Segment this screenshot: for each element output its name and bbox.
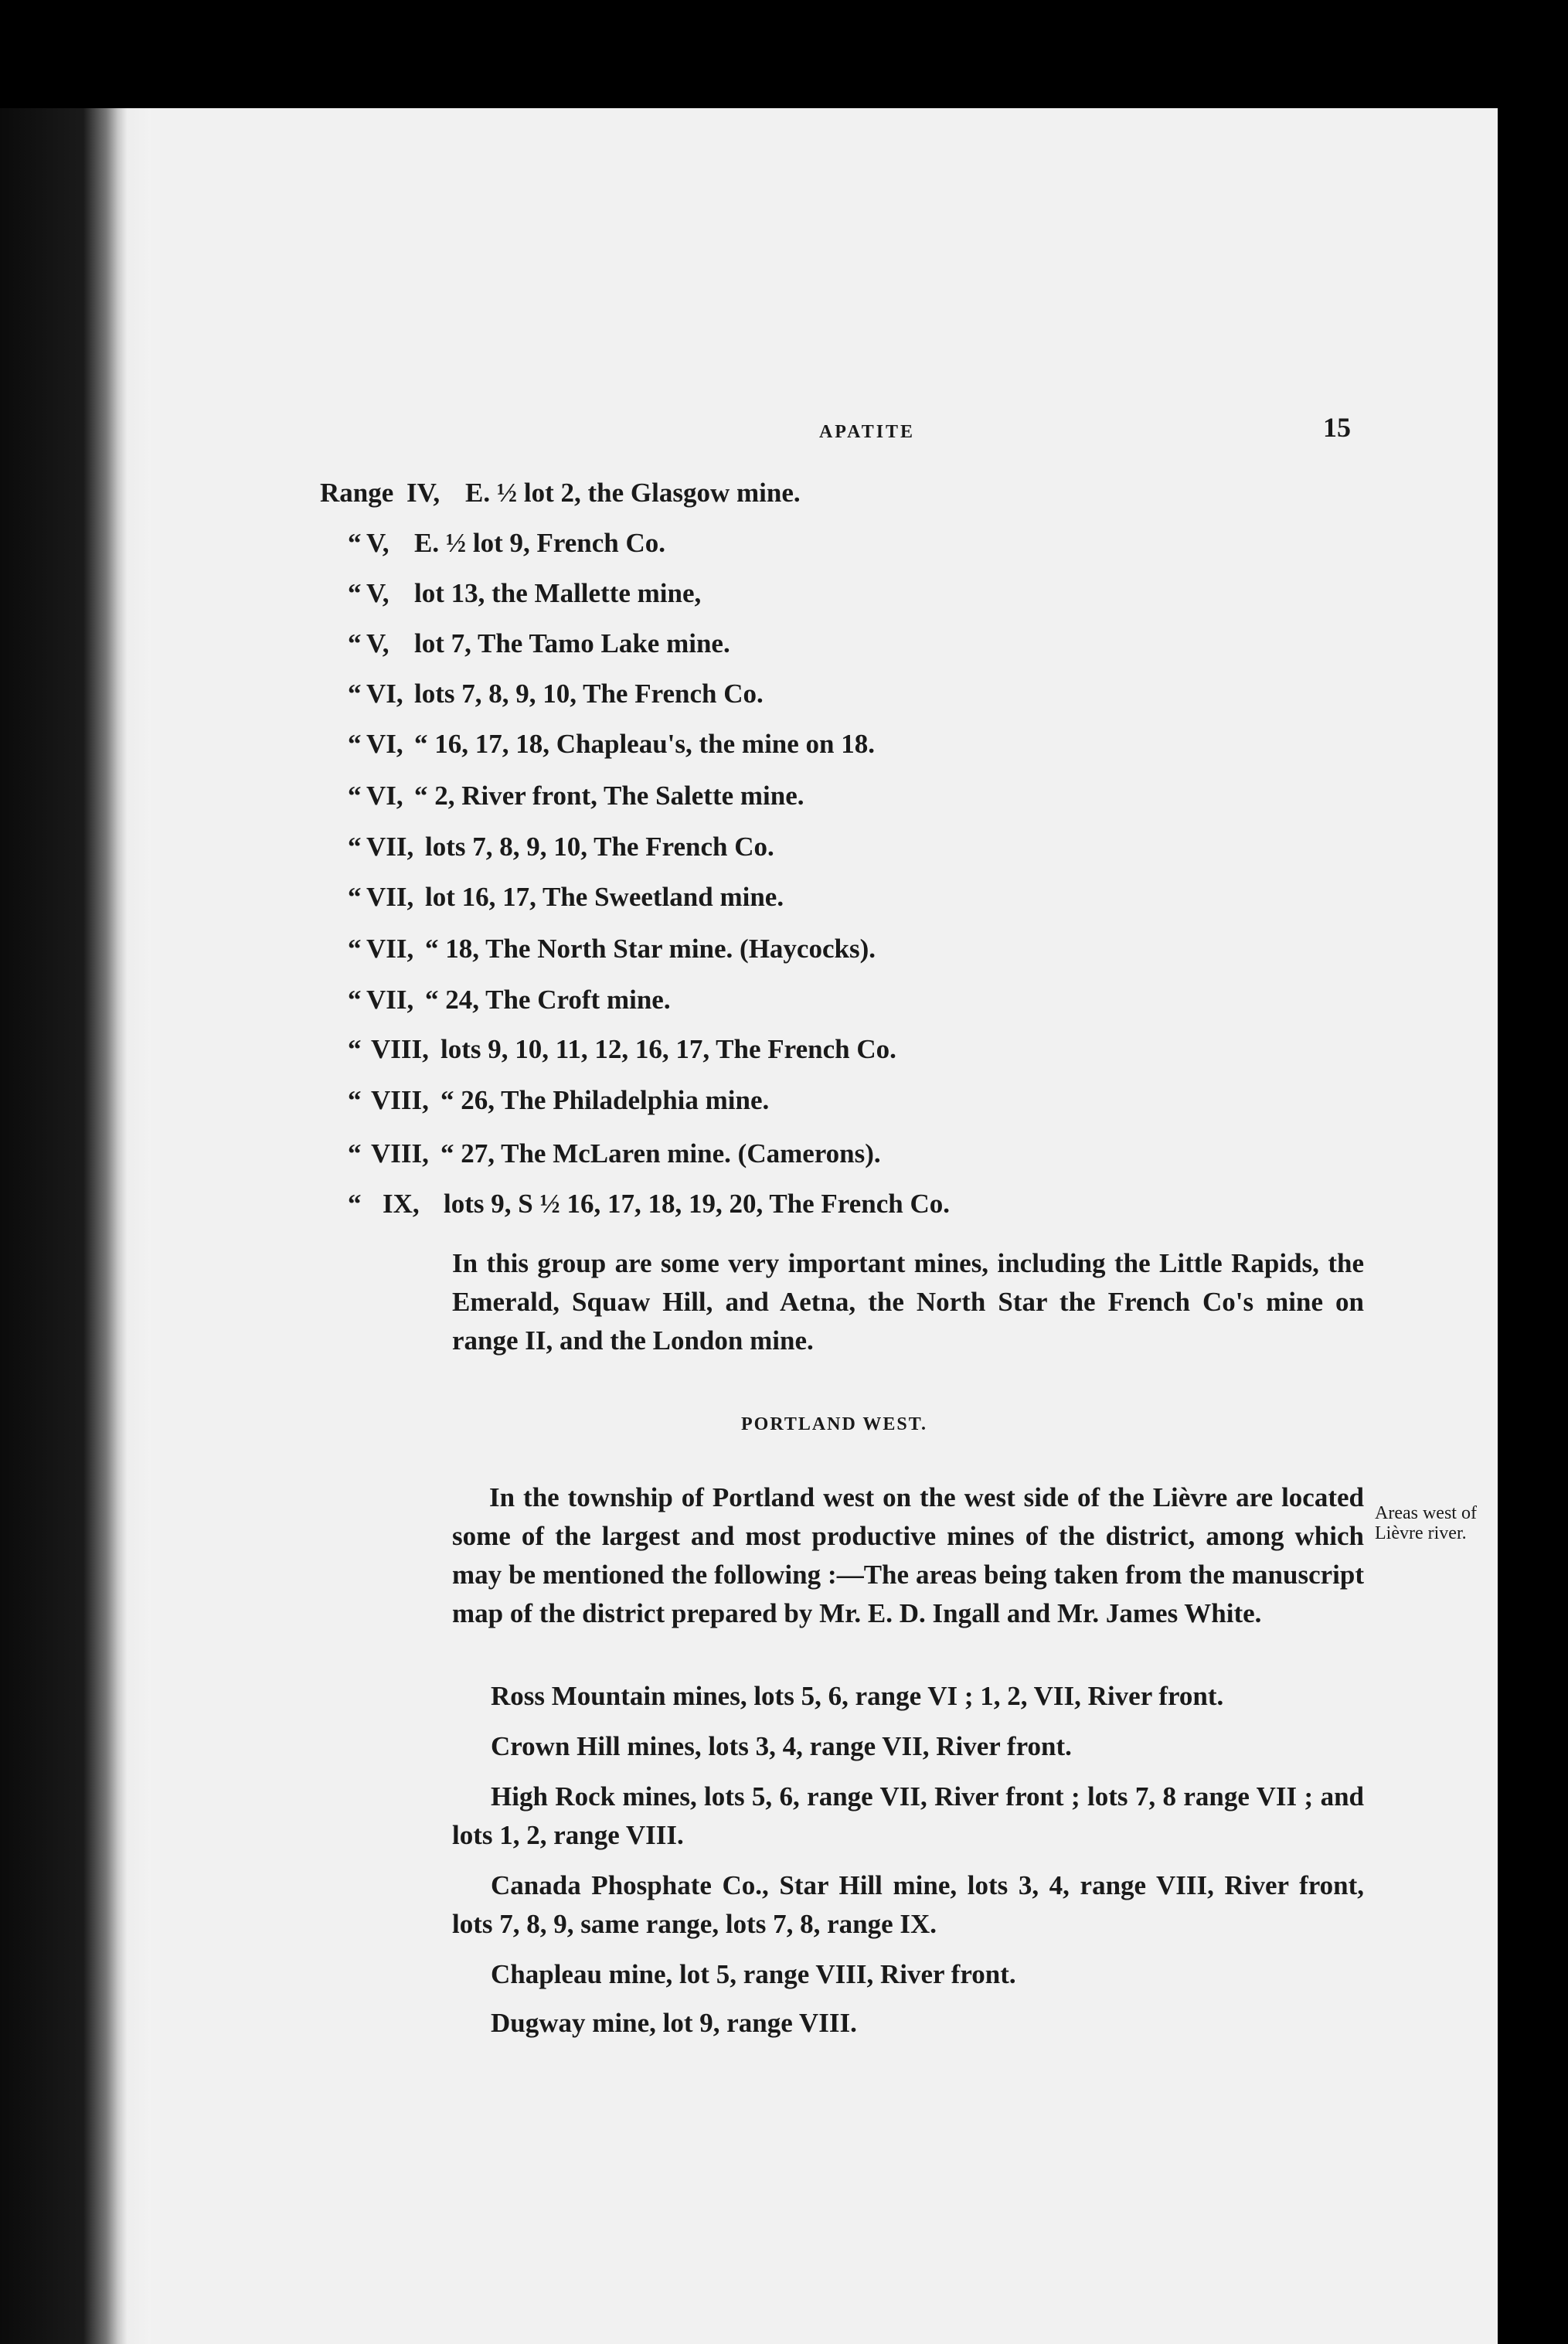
mine-entry: High Rock mines, lots 5, 6, range VII, River front ; lots 7, 8 range VII ; and lots 1, 2, range VIII. (452, 1781, 1364, 1850)
list-item-ditto: “ (348, 781, 362, 811)
side-note: Areas west of Lièvre river. (1375, 1503, 1477, 1543)
mine-entry: Crown Hill mines, lots 3, 4, range VII, River front. (491, 1731, 1072, 1761)
list-item-range: VI, (366, 729, 403, 759)
group-paragraph: In this group are some very important mines, including the Little Rapids, the Emerald, Squaw Hill, and Aetna, the North Star the French Co's mine on range II, and the London mine. (452, 1248, 1364, 1356)
list-item-text: E. ½ lot 2, the Glasgow mine. (465, 478, 801, 508)
list-item-ditto: “ (348, 679, 362, 709)
list-item-text: lot 16, 17, The Sweetland mine. (425, 882, 784, 912)
list-item-range: IX, (383, 1189, 420, 1219)
list-item-text: “ 26, The Philadelphia mine. (440, 1085, 770, 1115)
list-item-ditto: “ (348, 628, 362, 658)
list-item-ditto: “ (348, 985, 362, 1015)
list-item-ditto: “ (348, 882, 362, 912)
list-item-text: lot 7, The Tamo Lake mine. (414, 628, 730, 658)
list-item-ditto: “ (348, 1189, 362, 1219)
list-item-text: “ 2, River front, The Salette mine. (414, 781, 804, 811)
list-item-ditto: “ (348, 832, 362, 862)
list-item-range: VIII, (371, 1138, 429, 1169)
list-item-range: VII, (366, 832, 414, 862)
list-item-range: VII, (366, 934, 414, 964)
list-item-ditto: “ (348, 1034, 362, 1064)
list-item-range: VII, (366, 985, 414, 1015)
page-number: 15 (1323, 412, 1351, 443)
list-item-text: “ 16, 17, 18, Chapleau's, the mine on 18. (414, 729, 876, 759)
list-item-range: V, (366, 528, 389, 558)
list-item-text: “ 24, The Croft mine. (425, 985, 671, 1015)
list-item-range: V, (366, 628, 389, 658)
list-item-ditto: “ (348, 578, 362, 608)
list-item-ditto: “ (348, 934, 362, 964)
list-item-ditto: “ (348, 729, 362, 759)
list-item-text: lots 7, 8, 9, 10, The French Co. (425, 832, 774, 862)
list-item-text: lot 13, the Mallette mine, (414, 578, 702, 608)
list-item-range: IV, (406, 478, 440, 508)
list-item-range: VI, (366, 679, 403, 709)
list-item-range: VII, (366, 882, 414, 912)
portland-paragraph: In the township of Portland west on the west side of the Lièvre are located some of the largest and most productive mines of the district, among which may be mentioned the following :—The areas being taken from the manuscript map of the district prepared by Mr. E. D. Ingall and Mr. James White. (452, 1482, 1364, 1628)
scan-right-edge (1498, 108, 1568, 2344)
list-item-text: lots 9, 10, 11, 12, 16, 17, The French Co. (440, 1034, 896, 1064)
list-item-text: lots 7, 8, 9, 10, The French Co. (414, 679, 764, 709)
list-item-text: “ 18, The North Star mine. (Haycocks). (425, 934, 876, 964)
mine-entry: Chapleau mine, lot 5, range VIII, River front. (491, 1959, 1016, 1989)
list-item-ditto: “ (348, 528, 362, 558)
list-item-text: “ 27, The McLaren mine. (Camerons). (440, 1138, 881, 1169)
list-item-range: VIII, (371, 1085, 429, 1115)
mine-entry: Canada Phosphate Co., Star Hill mine, lots 3, 4, range VIII, River front, lots 7, 8, 9, same range, lots 7, 8, range IX. (452, 1870, 1364, 1939)
running-head: APATITE (818, 422, 916, 442)
list-item-range: VI, (366, 781, 403, 811)
list-item-ditto: Range (320, 478, 394, 508)
scan-left-gutter (0, 108, 151, 2344)
list-item-ditto: “ (348, 1138, 362, 1169)
list-item-text: E. ½ lot 9, French Co. (414, 528, 666, 558)
book-page (151, 108, 1508, 2344)
list-item-range: VIII, (371, 1034, 429, 1064)
mine-entry: Ross Mountain mines, lots 5, 6, range VI ; 1, 2, VII, River front. (491, 1681, 1224, 1711)
mine-entry: Dugway mine, lot 9, range VIII. (491, 2008, 857, 2038)
list-item-text: lots 9, S ½ 16, 17, 18, 19, 20, The French Co. (444, 1189, 950, 1219)
list-item-range: V, (366, 578, 389, 608)
section-heading: PORTLAND WEST. (741, 1414, 927, 1434)
list-item-ditto: “ (348, 1085, 362, 1115)
